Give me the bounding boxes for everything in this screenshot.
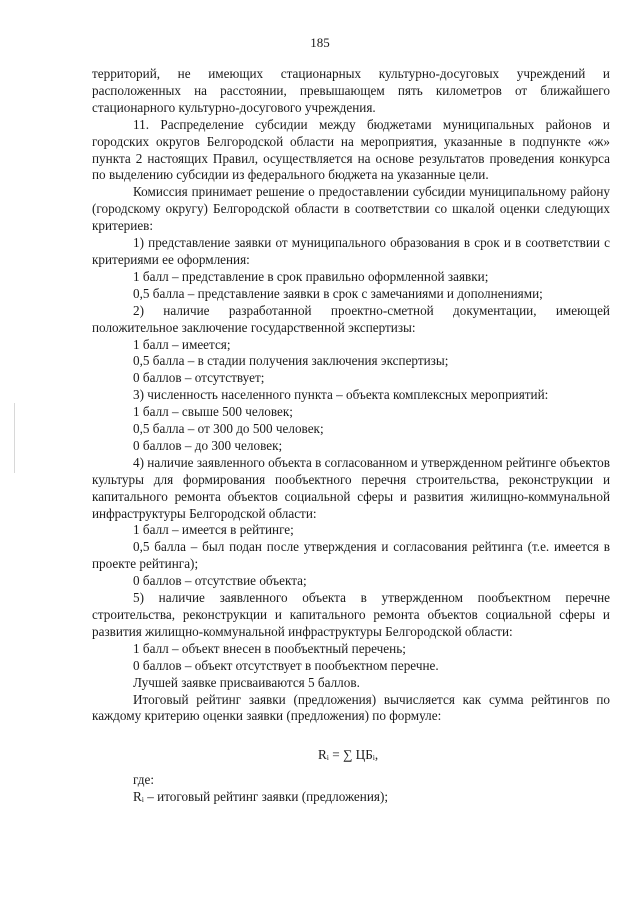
paragraph: 5) наличие заявленного объекта в утвержденном пообъектном перечне строительства, реконструкции и капитального ремонта объектов социальной сферы и развития жилищно-коммунальной инфраструктуры Белгородской области: <box>92 590 610 639</box>
paragraph: 2) наличие разработанной проектно-сметной документации, имеющей положительное заключение государственной экспертизы: <box>92 302 610 335</box>
paragraph: 1 балл – представление в срок правильно оформленной заявки; <box>133 268 489 284</box>
paragraph: 1 балл – свыше 500 человек; <box>133 404 293 420</box>
paragraphs-container <box>92 66 610 725</box>
paragraph: Комиссия принимает решение о предоставлении субсидии муниципальному району (городскому округу) Белгородской области в соответствии со шкалой оценки следующих критериев: <box>92 184 610 234</box>
paragraph: 1 балл – имеется; <box>133 336 231 352</box>
paragraph: 1 балл – объект внесен в пообъектный перечень; <box>133 640 406 656</box>
page-number: 185 <box>310 35 330 50</box>
paragraph: 0 баллов – отсутствует; <box>133 370 265 386</box>
rating-formula: Rᵢ = ∑ ЦБᵢ, <box>318 747 379 763</box>
paragraph: 11. Распределение субсидии между бюджетами муниципальных районов и городских округов Белгородской области на мероприятия, указанные в подпункте «ж» пункта 2 настоящих Правил, осуществляется на основе результатов проведения конкурса по выделению субсидии из федерального бюджета на указанные цели. <box>92 116 610 183</box>
paragraph: 0,5 балла – в стадии получения заключения экспертизы; <box>133 353 449 369</box>
where-label: где: <box>133 772 154 788</box>
scan-artifact <box>14 403 15 473</box>
paragraph: Итоговый рейтинг заявки (предложения) вычисляется как сумма рейтингов по каждому критерию оценки заявки (предложения) по формуле: <box>92 691 610 724</box>
paragraph: 0 баллов – отсутствие объекта; <box>133 573 307 589</box>
paragraph: 0,5 балла – от 300 до 500 человек; <box>133 421 324 437</box>
paragraph: 4) наличие заявленного объекта в согласованном и утвержденном рейтинге объектов культуры для формирования пообъектного перечня строительства, реконструкции и капитального ремонта объектов социальной сферы и развития жилищно-коммунальной инфраструктуры Белгородской области: <box>92 454 610 521</box>
paragraph: 1) представление заявки от муниципального образования в срок и в соответствии с критериями ее оформления: <box>92 235 610 267</box>
formula-definition: Rᵢ – итоговый рейтинг заявки (предложения); <box>133 789 389 805</box>
paragraph: 3) численность населенного пункта – объекта комплексных мероприятий: <box>133 387 549 403</box>
paragraph: 0 баллов – объект отсутствует в пообъектном перечне. <box>133 657 439 673</box>
paragraph: 0,5 балла – представление заявки в срок с замечаниями и дополнениями; <box>133 285 543 301</box>
document-body <box>92 66 610 806</box>
paragraph: территорий, не имеющих стационарных культурно-досуговых учреждений и расположенных на расстоянии, превышающем пять километров от ближайшего стационарного культурно-досугового учреждения. <box>92 66 610 115</box>
paragraph: 0,5 балла – был подан после утверждения и согласования рейтинга (т.е. имеется в проекте рейтинга); <box>92 539 610 572</box>
paragraph: Лучшей заявке присваиваются 5 баллов. <box>133 674 360 690</box>
paragraph: 0 баллов – до 300 человек; <box>133 437 283 453</box>
paragraph: 1 балл – имеется в рейтинге; <box>133 522 294 538</box>
